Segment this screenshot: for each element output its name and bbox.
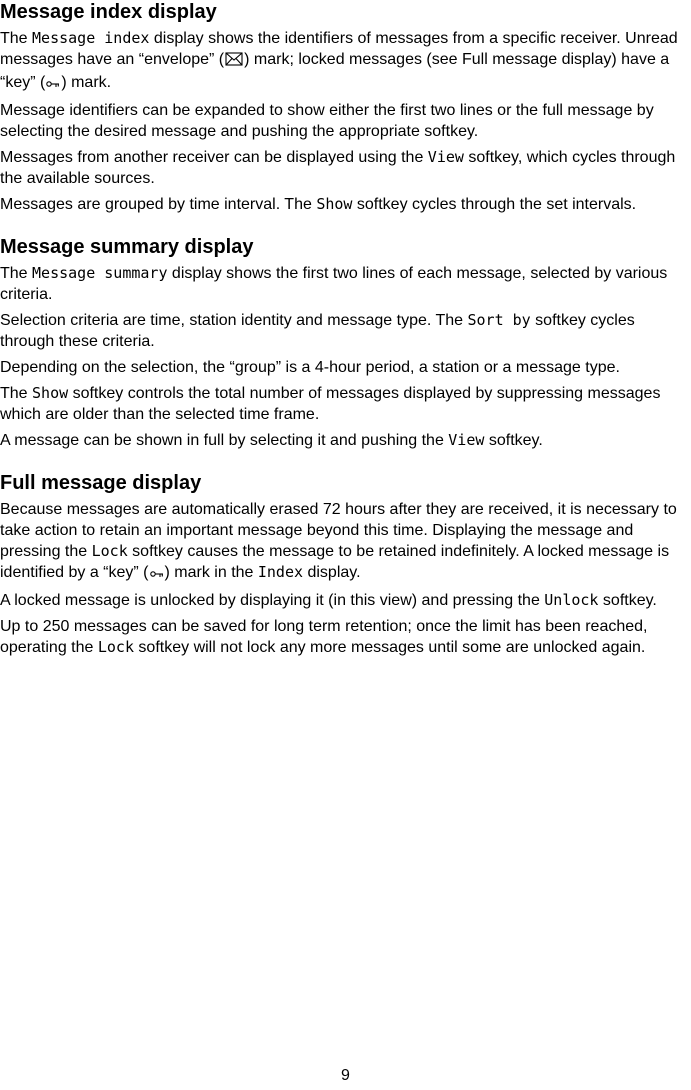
softkey-name: Sort by <box>467 311 531 329</box>
body-paragraph <box>0 590 688 611</box>
text-run: display. <box>303 564 361 581</box>
body-paragraph <box>0 194 688 215</box>
softkey-name: Index <box>257 563 304 581</box>
text-run: display shows the first two lines of each message, selected by various criteria. <box>0 265 668 303</box>
softkey-name: Lock <box>91 542 128 560</box>
text-run: Messages from another receiver can be displayed using the <box>0 149 428 166</box>
text-run: softkey, which cycles through the available sources. <box>0 149 676 187</box>
text-run: display shows the identifiers of messages from a specific receiver. Unread messages have an “envelope” ( <box>0 30 678 68</box>
softkey-name: Show <box>316 195 353 213</box>
text-run: The <box>0 30 33 47</box>
text-run: The <box>0 385 33 402</box>
envelope-icon <box>225 51 243 72</box>
section-heading: Full message display <box>0 472 202 494</box>
body-paragraph <box>0 383 688 425</box>
softkey-name: Message summary <box>32 264 168 282</box>
text-run: softkey. <box>484 432 543 449</box>
body-paragraph <box>0 28 688 95</box>
body-paragraph <box>0 310 688 352</box>
text-run: softkey. <box>598 592 657 609</box>
softkey-name: Lock <box>97 638 134 656</box>
softkey-name: Show <box>32 384 69 402</box>
text-run: ) mark; locked messages (see Full message display) have a “key” ( <box>0 51 670 91</box>
text-run: A message can be shown in full by selecting it and pushing the <box>0 432 449 449</box>
text-run: softkey cycles through these criteria. <box>0 312 635 350</box>
key-icon <box>46 74 60 95</box>
softkey-name: View <box>448 431 485 449</box>
softkey-name: View <box>427 148 464 166</box>
text-run: softkey controls the total number of messages displayed by suppressing messages which are older than the selected time frame. <box>0 385 661 423</box>
page-number: 9 <box>341 1067 350 1084</box>
body-paragraph <box>0 147 688 189</box>
text-run: Message identifiers can be expanded to show either the first two lines or the full message by selecting the desired message and pushing the appropriate softkey. <box>0 102 654 140</box>
section-heading: Message summary display <box>0 236 254 258</box>
text-run: softkey cycles through the set intervals. <box>352 196 637 213</box>
text-run: The <box>0 265 33 282</box>
key-icon <box>150 564 164 585</box>
text-run: Depending on the selection, the “group” is a 4-hour period, a station or a message type. <box>0 359 620 376</box>
body-paragraph <box>0 263 688 305</box>
text-run: Because messages are automatically erased 72 hours after they are received, it is necessary to take action to retain an important message beyond this time. Displaying the message and pressing the <box>0 501 677 560</box>
body-paragraph <box>0 100 688 142</box>
softkey-name: Unlock <box>544 591 599 609</box>
text-run: softkey causes the message to be retained indefinitely. A locked message is identified by a “key” ( <box>0 543 670 581</box>
body-paragraph <box>0 430 688 451</box>
body-paragraph <box>0 357 688 378</box>
body-paragraph <box>0 499 688 585</box>
softkey-name: Message index <box>32 29 150 47</box>
body-paragraph <box>0 616 688 658</box>
section-heading: Message index display <box>0 1 217 23</box>
text-run: ) mark. <box>61 74 112 91</box>
text-run: softkey will not lock any more messages until some are unlocked again. <box>133 639 646 656</box>
text-run: Messages are grouped by time interval. The <box>0 196 317 213</box>
text-run: Up to 250 messages can be saved for long term retention; once the limit has been reached, operating the <box>0 618 648 656</box>
text-run: A locked message is unlocked by displaying it (in this view) and pressing the <box>0 592 545 609</box>
text-run: ) mark in the <box>164 564 258 581</box>
text-run: Selection criteria are time, station identity and message type. The <box>0 312 468 329</box>
